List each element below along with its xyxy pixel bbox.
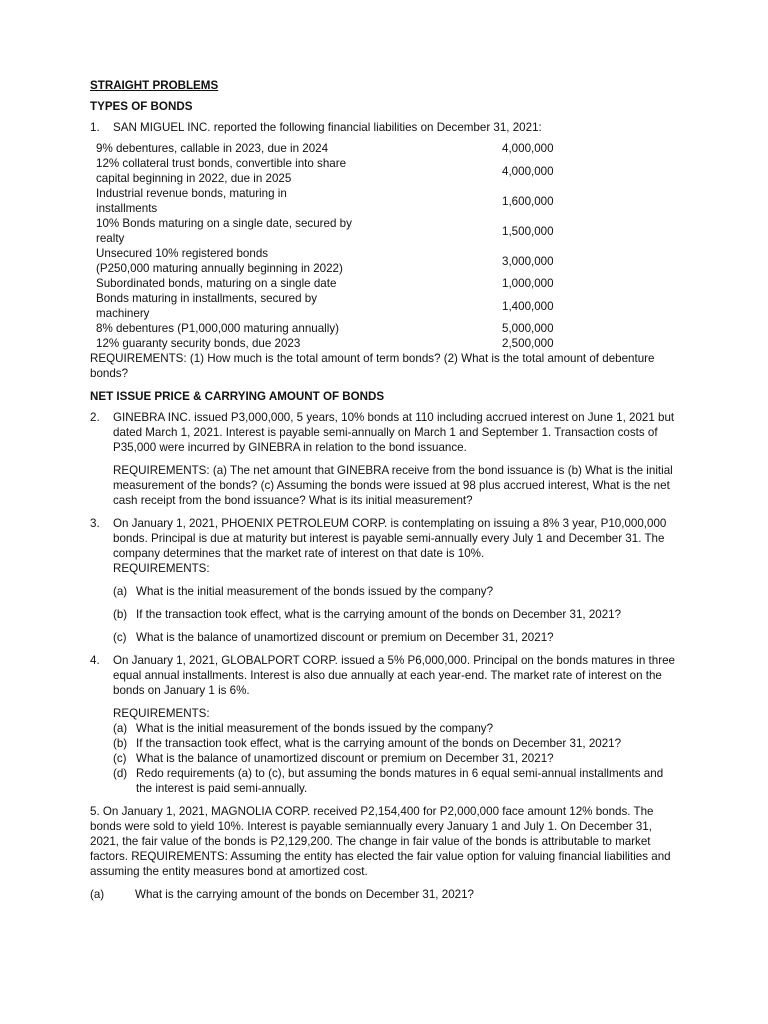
description-line: 12% guaranty security bonds, due 2023 <box>96 337 301 350</box>
requirement-text: What is the balance of unamortized discount or premium on December 31, 2021? <box>136 631 554 644</box>
requirement-item <box>113 766 680 796</box>
requirements-label: REQUIREMENTS: <box>113 707 210 720</box>
problem-5-text: 5. On January 1, 2021, MAGNOLIA CORP. received P2,154,400 for P2,000,000 face amount 12% bonds. The bonds were sold to yield 10%. Interest is payable semiannually every January 1 and July 1. On December 31, 2021, the fair value of the bonds is P2,129,200. The change in fair value of the bonds is attributable to market factors. REQUIREMENTS: Assuming the entity has elected the fair value option for valuing financial liabilities and assuming the entity measures bond at amortized cost. <box>90 805 671 878</box>
requirement-text: What is the initial measurement of the bonds issued by the company? <box>136 722 494 735</box>
description-line: installments <box>96 202 158 215</box>
liability-row <box>96 291 576 321</box>
problem-number: 1. <box>90 121 100 134</box>
liability-amount: 3,000,000 <box>502 254 554 268</box>
main-heading: STRAIGHT PROBLEMS <box>90 79 219 92</box>
liability-amount: 1,500,000 <box>502 224 554 238</box>
problem-2 <box>90 410 680 508</box>
liability-row <box>96 141 576 156</box>
liability-amount: 4,000,000 <box>502 142 554 155</box>
description-line: 10% Bonds maturing on a single date, secured by <box>96 217 352 230</box>
liability-description <box>96 336 502 351</box>
liability-amount: 2,500,000 <box>502 337 554 350</box>
problem-1 <box>90 120 680 135</box>
description-line: 8% debentures (P1,000,000 maturing annually) <box>96 322 339 335</box>
description-line: (P250,000 maturing annually beginning in 2022) <box>96 262 343 275</box>
requirements-label: REQUIREMENTS: <box>113 562 210 575</box>
requirement-text: What is the balance of unamortized discount or premium on December 31, 2021? <box>136 752 554 765</box>
description-line: Subordinated bonds, maturing on a single date <box>96 277 337 290</box>
description-line: Industrial revenue bonds, maturing in <box>96 187 287 200</box>
requirement-label: (c) <box>113 752 127 765</box>
liability-row <box>96 156 576 186</box>
requirement-text: If the transaction took effect, what is the carrying amount of the bonds on December 31, 2021? <box>136 608 622 621</box>
requirement-label: (a) <box>113 585 128 598</box>
liability-description <box>96 246 502 276</box>
requirement-item <box>113 736 680 751</box>
liability-description <box>96 291 502 321</box>
liability-description <box>96 276 502 291</box>
description-line: 12% collateral trust bonds, convertible into share <box>96 157 347 170</box>
liability-description <box>96 156 502 186</box>
requirement-item <box>113 630 680 645</box>
requirement-label: (a) <box>90 888 105 901</box>
liability-description <box>96 321 502 336</box>
description-line: machinery <box>96 307 150 320</box>
requirement-item <box>113 607 680 622</box>
liability-amount: 5,000,000 <box>502 322 554 335</box>
requirement-label: (a) <box>113 722 128 735</box>
problem-1-requirements: REQUIREMENTS: (1) How much is the total amount of term bonds? (2) What is the total amount of debenture bonds? <box>90 352 655 380</box>
liability-row <box>96 276 576 291</box>
section-title-net-issue-price: NET ISSUE PRICE & CARRYING AMOUNT OF BONDS <box>90 390 385 403</box>
description-line: capital beginning in 2022, due in 2025 <box>96 172 292 185</box>
requirement-item <box>113 584 680 599</box>
requirement-text: If the transaction took effect, what is the carrying amount of the bonds on December 31, 2021? <box>136 737 622 750</box>
liability-row <box>96 321 576 336</box>
liability-description <box>96 216 502 246</box>
problem-number: 4. <box>90 654 100 667</box>
requirement-label: (d) <box>113 767 128 780</box>
liabilities-table <box>96 141 576 351</box>
description-line: Bonds maturing in installments, secured by <box>96 292 318 305</box>
liability-description <box>96 141 502 156</box>
problem-3 <box>90 516 680 645</box>
liability-row <box>96 246 576 276</box>
problem-4 <box>90 653 680 796</box>
requirement-text: Redo requirements (a) to (c), but assuming the bonds matures in 6 equal semi-annual installments and the interest is paid semi-annually. <box>136 767 664 795</box>
problem-text: GINEBRA INC. issued P3,000,000, 5 years, 10% bonds at 110 including accrued interest on June 1, 2021 but dated March 1, 2021. Interest is payable semi-annually on March 1 and September 1. Transaction costs of P35,000 were incurred by GINEBRA in relation to the bond issuance. <box>113 411 675 454</box>
problem-text: On January 1, 2021, PHOENIX PETROLEUM CORP. is contemplating on issuing a 8% 3 year, P10,000,000 bonds. Principal is due at maturity but interest is payable semi-annually every July 1 and December 31. The company determines that the market rate of interest on that date is 10%. <box>113 517 667 560</box>
description-line: 9% debentures, callable in 2023, due in 2024 <box>96 142 329 155</box>
requirement-label: (b) <box>113 737 128 750</box>
document-content <box>90 78 680 902</box>
problem-number: 3. <box>90 517 100 530</box>
liability-description <box>96 186 502 216</box>
liability-row <box>96 336 576 351</box>
requirement-label: (b) <box>113 608 128 621</box>
problem-text: SAN MIGUEL INC. reported the following financial liabilities on December 31, 2021: <box>113 121 542 134</box>
liability-row <box>96 216 576 246</box>
requirement-item <box>113 721 680 736</box>
requirement-text: What is the carrying amount of the bonds on December 31, 2021? <box>135 888 474 901</box>
liability-amount: 1,400,000 <box>502 299 554 313</box>
section-title-types-of-bonds: TYPES OF BONDS <box>90 100 193 113</box>
requirement-item <box>113 751 680 766</box>
requirement-text: What is the initial measurement of the bonds issued by the company? <box>136 585 494 598</box>
problem-number: 2. <box>90 411 100 424</box>
liability-amount: 4,000,000 <box>502 164 554 178</box>
liability-amount: 1,000,000 <box>502 277 554 290</box>
description-line: realty <box>96 232 125 245</box>
liability-amount: 1,600,000 <box>502 194 554 208</box>
requirement-label: (c) <box>113 631 127 644</box>
problem-5-requirement-a <box>90 887 680 902</box>
problem-text: On January 1, 2021, GLOBALPORT CORP. issued a 5% P6,000,000. Principal on the bonds matures in three equal annual installments. Interest is also due annually at each year-end. The market rate of interest on the bonds on January 1 is 6%. <box>113 654 675 697</box>
liability-row <box>96 186 576 216</box>
description-line: Unsecured 10% registered bonds <box>96 247 269 260</box>
problem-requirements: REQUIREMENTS: (a) The net amount that GINEBRA receive from the bond issuance is (b) What is the initial measurement of the bonds? (c) Assuming the bonds were issued at 98 plus accrued interest, What is the net cash receipt from the bond issuance? What is its initial measurement? <box>113 464 673 507</box>
